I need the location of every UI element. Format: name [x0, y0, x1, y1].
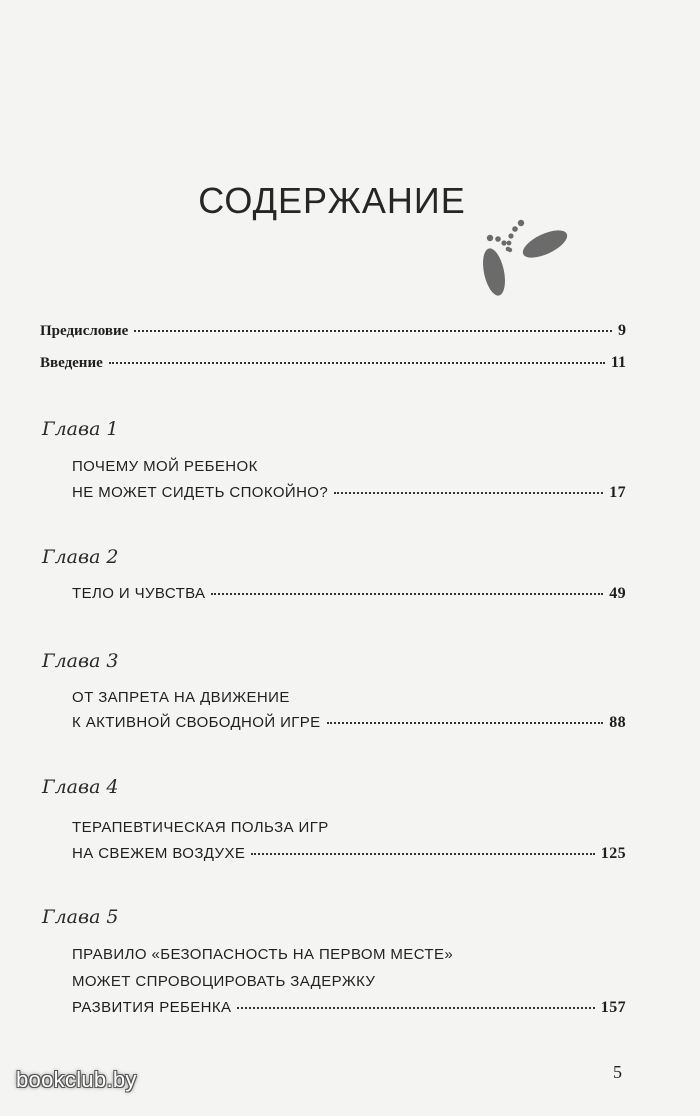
- toc-entry-preface[interactable]: [40, 322, 626, 340]
- chapter-heading-1: Глава 1: [42, 418, 119, 440]
- dot-leader: [251, 853, 595, 855]
- toc-entry-label: Введение: [40, 355, 103, 371]
- toc-entry-chapter-1[interactable]: [72, 484, 626, 502]
- toc-page-number: 17: [609, 484, 626, 501]
- chapter-heading-4: Глава 4: [42, 776, 119, 798]
- chapter-title-line: ПРАВИЛО «БЕЗОПАСНОСТЬ НА ПЕРВОМ МЕСТЕ»: [72, 946, 454, 963]
- toc-entry-label: Предисловие: [40, 323, 129, 339]
- toc-entry-chapter-4[interactable]: [72, 845, 626, 863]
- toc-entry-chapter-2[interactable]: [72, 585, 626, 603]
- toc-page-number: 157: [600, 999, 626, 1016]
- page-number: 5: [613, 1062, 622, 1082]
- toc-page-number: 9: [618, 322, 626, 339]
- chapter-title-line: ОТ ЗАПРЕТА НА ДВИЖЕНИЕ: [72, 689, 290, 706]
- toc-page-number: 125: [600, 845, 626, 862]
- chapter-title-line: РАЗВИТИЯ РЕБЕНКА: [72, 999, 232, 1016]
- dot-leader: [134, 330, 612, 332]
- chapter-title-line: К АКТИВНОЙ СВОБОДНОЙ ИГРЕ: [72, 714, 321, 731]
- chapter-title-line: ПОЧЕМУ МОЙ РЕБЕНОК: [72, 458, 258, 475]
- toc-page-number: 49: [609, 585, 626, 602]
- dot-leader: [327, 722, 604, 724]
- dot-leader: [109, 362, 605, 364]
- chapter-title-line: МОЖЕТ СПРОВОЦИРОВАТЬ ЗАДЕРЖКУ: [72, 973, 376, 990]
- footprints-icon: [472, 212, 578, 304]
- chapter-title-line: ТЕРАПЕВТИЧЕСКАЯ ПОЛЬЗА ИГР: [72, 819, 329, 836]
- chapter-title-line: НЕ МОЖЕТ СИДЕТЬ СПОКОЙНО?: [72, 484, 329, 501]
- toc-page-number: 88: [609, 714, 626, 731]
- toc-page-number: 11: [610, 354, 626, 371]
- chapter-heading-5: Глава 5: [42, 906, 119, 928]
- dot-leader: [211, 593, 603, 595]
- chapter-heading-3: Глава 3: [42, 650, 119, 672]
- dot-leader: [334, 492, 603, 494]
- chapter-title-line: ТЕЛО И ЧУВСТВА: [72, 585, 206, 602]
- toc-entry-introduction[interactable]: [40, 354, 626, 372]
- toc-entry-chapter-3[interactable]: [72, 714, 626, 732]
- page-title: СОДЕРЖАНИЕ: [198, 180, 466, 221]
- chapter-heading-2: Глава 2: [42, 546, 119, 568]
- watermark: bookclub.by: [16, 1067, 137, 1092]
- chapter-title-line: НА СВЕЖЕМ ВОЗДУХЕ: [72, 845, 246, 862]
- toc-entry-chapter-5[interactable]: [72, 999, 626, 1017]
- dot-leader: [237, 1007, 594, 1009]
